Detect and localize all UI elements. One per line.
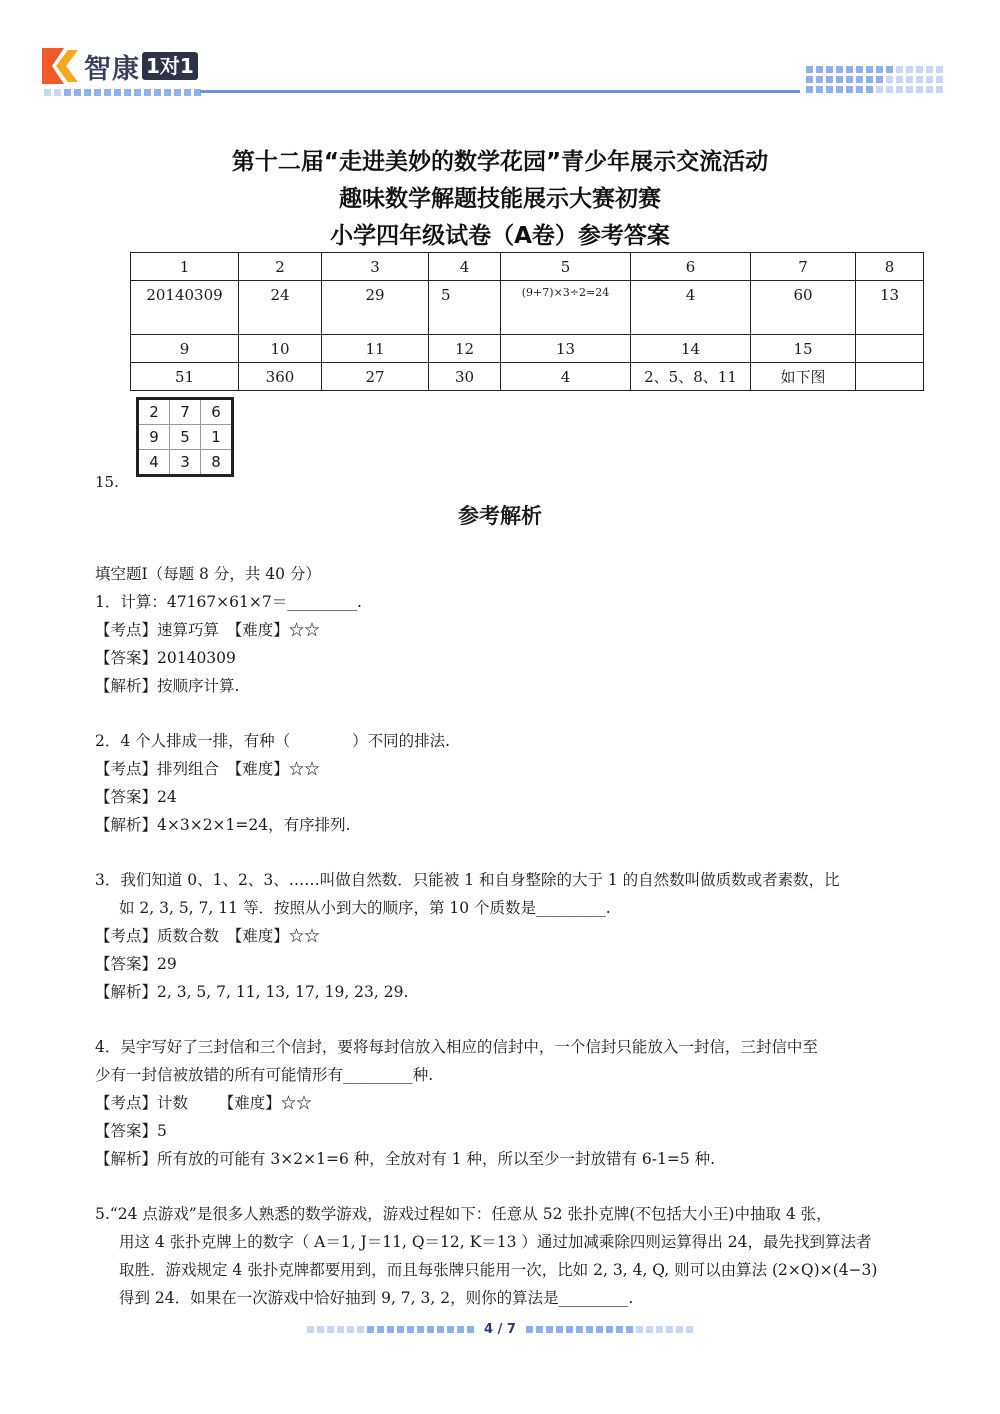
table-cell: 14 [631, 335, 751, 363]
problem-3-tags [95, 922, 925, 950]
magic-cell: 4 [138, 450, 170, 476]
table-cell: 30 [429, 363, 501, 391]
problem-3-analysis: 【解析】2, 3, 5, 7, 11, 13, 17, 19, 23, 29. [95, 983, 409, 1001]
problem-4-question-cont: 少有一封信被放错的所有可能情形有_________种. [95, 1066, 434, 1084]
table-cell: 4 [429, 253, 501, 281]
problem-4-kaodian: 【考点】计数 [95, 1094, 189, 1112]
table-row [131, 281, 924, 335]
table-cell: 4 [631, 281, 751, 335]
problem-2-question: 2．4 个人排成一排，有种（ ）不同的排法. [95, 732, 451, 750]
problem-5-line-3: 取胜．游戏规定 4 张扑克牌都要用到，而且每张牌只能用一次，比如 2, 3, 4, Q, 则可以由算法 (2×Q)×(4−3) [119, 1261, 878, 1279]
header-dots-right [806, 66, 943, 93]
problem-3-nandu: 【难度】☆☆ [234, 927, 320, 945]
table-cell: 12 [429, 335, 501, 363]
problem-2-tags [95, 755, 925, 783]
table-cell: 60 [751, 281, 856, 335]
problem-3-kaodian: 【考点】质数合数 [95, 927, 220, 945]
table-cell: 29 [322, 281, 429, 335]
title-line-1: 第十二届“走进美妙的数学花园”青少年展示交流活动 [231, 149, 769, 175]
table-cell: 20140309 [131, 281, 239, 335]
magic-square-label: 15. [95, 473, 119, 491]
table-cell: 6 [631, 253, 751, 281]
table-cell: 5 [429, 281, 501, 335]
page-number: 4 / 7 [484, 1322, 516, 1337]
table-cell [856, 363, 924, 391]
problem-2-kaodian: 【考点】排列组合 [95, 760, 220, 778]
title-line-2: 趣味数学解题技能展示大赛初赛 [339, 186, 661, 212]
table-cell: 51 [131, 363, 239, 391]
table-cell: (9+7)×3÷2=24 [501, 281, 631, 335]
table-cell: 13 [856, 281, 924, 335]
table-cell: 如下图 [751, 363, 856, 391]
table-row [131, 335, 924, 363]
problem-3-question-cont: 如 2, 3, 5, 7, 11 等．按照从小到大的顺序，第 10 个质数是_________. [119, 899, 611, 917]
problem-3-question: 3．我们知道 0、1、2、3、……叫做自然数．只能被 1 和自身整除的大于 1 的自然数叫做质数或者素数，比 [95, 871, 840, 889]
problem-4-question: 4．吴宇写好了三封信和三个信封，要将每封信放入相应的信封中，一个信封只能放入一封信，三封信中至 [95, 1038, 818, 1056]
table-cell: 5 [501, 253, 631, 281]
header-dots-left [44, 89, 201, 96]
problem-5-line-2: 用这 4 张扑克牌上的数字（ A＝1, J＝11, Q＝12, K＝13 ）通过加减乘除四则运算得出 24，最先找到算法者 [119, 1233, 872, 1251]
table-cell: 360 [239, 363, 322, 391]
table-cell: 3 [322, 253, 429, 281]
header-rule [200, 90, 800, 93]
table-cell: 15 [751, 335, 856, 363]
problem-1-kaodian: 【考点】速算巧算 [95, 621, 220, 639]
table-cell: 9 [131, 335, 239, 363]
problem-2-analysis: 【解析】4×3×2×1=24，有序排列. [95, 816, 351, 834]
answer-table [130, 252, 924, 391]
problem-5-line-4: 得到 24．如果在一次游戏中恰好抽到 9, 7, 3, 2，则你的算法是_________. [119, 1289, 634, 1307]
page-footer [0, 1322, 1000, 1337]
magic-cell: 2 [138, 399, 170, 425]
problem-1-tags [95, 616, 925, 644]
problem-4-answer: 【答案】5 [95, 1122, 167, 1140]
magic-cell: 3 [170, 450, 201, 476]
magic-cell: 7 [170, 399, 201, 425]
magic-cell: 6 [201, 399, 233, 425]
table-cell: 2 [239, 253, 322, 281]
problem-3-answer: 【答案】29 [95, 955, 177, 973]
table-cell: 11 [322, 335, 429, 363]
page-title [0, 144, 1000, 255]
table-cell: 4 [501, 363, 631, 391]
table-row [131, 363, 924, 391]
magic-square [136, 397, 234, 477]
problem-1-question: 1．计算：47167×61×7＝_________. [95, 593, 362, 611]
table-cell: 8 [856, 253, 924, 281]
magic-cell: 5 [170, 425, 201, 450]
table-cell: 10 [239, 335, 322, 363]
footer-dots-right [526, 1326, 693, 1333]
problem-2-answer: 【答案】24 [95, 788, 177, 806]
brand [84, 48, 198, 84]
magic-cell: 8 [201, 450, 233, 476]
table-cell [856, 335, 924, 363]
problem-4-nandu: 【难度】☆☆ [226, 1094, 312, 1112]
table-cell: 2、5、8、11 [631, 363, 751, 391]
table-cell: 1 [131, 253, 239, 281]
section-intro: 填空题Ⅰ（每题 8 分，共 40 分） [95, 565, 321, 583]
table-cell: 13 [501, 335, 631, 363]
solutions [95, 560, 925, 1312]
section-title: 参考解析 [458, 504, 542, 528]
problem-4-tags [95, 1089, 925, 1117]
table-cell: 7 [751, 253, 856, 281]
problem-1-answer: 【答案】20140309 [95, 649, 236, 667]
footer-dots-left [307, 1326, 474, 1333]
table-cell: 27 [322, 363, 429, 391]
table-cell: 24 [239, 281, 322, 335]
problem-1-analysis: 【解析】按顺序计算. [95, 677, 240, 695]
problem-4-analysis: 【解析】所有放的可能有 3×2×1=6 种，全放对有 1 种，所以至少一封放错有 6-1=5 种. [95, 1150, 716, 1168]
magic-cell: 1 [201, 425, 233, 450]
problem-1-nandu: 【难度】☆☆ [234, 621, 320, 639]
brand-logo-icon [42, 48, 78, 84]
brand-name: 智康 [84, 53, 140, 85]
title-line-3: 小学四年级试卷（A卷）参考答案 [330, 223, 670, 249]
magic-cell: 9 [138, 425, 170, 450]
problem-5-question: 5.“24 点游戏”是很多人熟悉的数学游戏，游戏过程如下：任意从 52 张扑克牌(不包括大小王)中抽取 4 张， [95, 1205, 832, 1223]
table-row [131, 253, 924, 281]
brand-badge: 1对1 [142, 52, 198, 80]
problem-2-nandu: 【难度】☆☆ [234, 760, 320, 778]
